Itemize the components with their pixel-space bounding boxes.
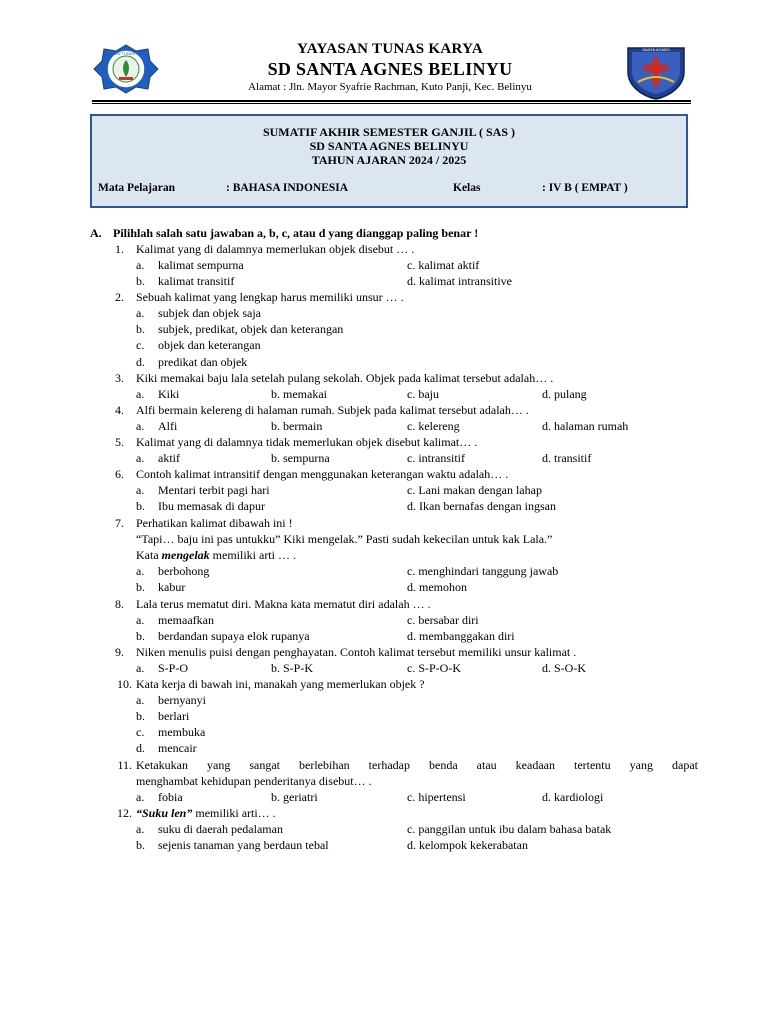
option-letter: a. (136, 306, 145, 320)
highlighted-term: “Suku len” (136, 806, 193, 820)
question-text: Kiki memakai baju lala setelah pulang sekolah. Objek pada kalimat tersebut adalah… . (136, 371, 554, 385)
option-letter: a. (136, 387, 145, 401)
option-text: d. halaman rumah (542, 419, 629, 433)
option-text: suku di daerah pedalaman (158, 822, 283, 836)
option-text: berlari (158, 709, 190, 723)
option-text: S-P-O (158, 661, 189, 675)
option-text: c. hipertensi (407, 790, 466, 804)
logo-right-text: SANTA AGNES (642, 47, 670, 52)
school-address: Alamat : Jln. Mayor Syafrie Rachman, Kuto Panji, Kec. Belinyu (248, 81, 532, 93)
exam-info-box (90, 114, 688, 208)
option-text: objek dan keterangan (158, 338, 261, 352)
option-text: d. transitif (542, 451, 592, 465)
option-text: c. kalimat aktif (407, 258, 480, 272)
option-text: b. S-P-K (271, 661, 314, 675)
question-number: 7. (115, 516, 124, 530)
class-value: : IV B ( EMPAT ) (542, 182, 628, 194)
option-text: mencair (158, 741, 197, 755)
option-text: d. S-O-K (542, 661, 586, 675)
logo-left-text: YAYASAN TUNAS KARYA (102, 51, 150, 56)
option-text: kalimat sempurna (158, 258, 244, 272)
option-text: d. membanggakan diri (407, 629, 515, 643)
option-text: c. Lani makan dengan lahap (407, 483, 542, 497)
option-text: d. kelompok kekerabatan (407, 838, 528, 852)
question-number: 11. (117, 758, 132, 772)
option-text: b. geriatri (271, 790, 318, 804)
option-text: c. menghindari tanggung jawab (407, 564, 559, 578)
option-letter: a. (136, 822, 145, 836)
option-letter: b. (136, 629, 145, 643)
question-number: 2. (115, 290, 124, 304)
option-letter: a. (136, 693, 145, 707)
question-text: Alfi bermain kelereng di halaman rumah. Subjek pada kalimat tersebut adalah… . (136, 403, 529, 417)
option-letter: a. (136, 661, 145, 675)
question-number: 6. (115, 467, 124, 481)
question-text: Kalimat yang di dalamnya memerlukan objek disebut … . (136, 242, 415, 256)
option-text: c. baju (407, 387, 439, 401)
option-text: aktif (158, 451, 180, 465)
question-number: 1. (115, 242, 124, 256)
class-label: Kelas (453, 182, 481, 194)
option-letter: a. (136, 483, 145, 497)
question-text: Kalimat yang di dalamnya tidak memerlukan objek disebut kalimat… . (136, 435, 478, 449)
option-text: d. kardiologi (542, 790, 604, 804)
question-number: 3. (115, 371, 124, 385)
question-text: Perhatikan kalimat dibawah ini ! (136, 516, 293, 530)
question-number: 8. (115, 597, 124, 611)
option-text: Mentari terbit pagi hari (158, 483, 270, 497)
question-text: Niken menulis puisi dengan penghayatan. Contoh kalimat tersebut memiliki unsur kalimat . (136, 645, 577, 659)
option-text: Alfi (158, 419, 178, 433)
option-text: d. Ikan bernafas dengan ingsan (407, 499, 556, 513)
option-text: d. kalimat intransitive (407, 274, 512, 288)
option-letter: b. (136, 322, 145, 336)
option-text: c. S-P-O-K (407, 661, 461, 675)
option-letter: d. (136, 741, 145, 755)
quoted-sentence: “Tapi… baju ini pas untukku” Kiki mengelak.” Pasti sudah kekecilan untuk kak Lala.” (136, 532, 553, 546)
question-text: Sebuah kalimat yang lengkap harus memiliki unsur … . (136, 290, 404, 304)
question-number: 10. (117, 677, 132, 691)
question-number: 9. (115, 645, 124, 659)
option-text: memaafkan (158, 613, 214, 627)
option-text: b. bermain (271, 419, 323, 433)
option-text: berbohong (158, 564, 210, 578)
option-letter: b. (136, 838, 145, 852)
option-letter: a. (136, 564, 145, 578)
exam-year: TAHUN AJARAN 2024 / 2025 (311, 153, 467, 167)
option-letter: c. (136, 725, 145, 739)
question-prompt (136, 548, 296, 563)
question-text: Contoh kalimat intransitif dengan menggunakan keterangan waktu adalah… . (136, 467, 509, 481)
exam-title: SUMATIF AKHIR SEMESTER GANJIL ( SAS ) (262, 125, 516, 139)
school-name: SD SANTA AGNES BELINYU (267, 59, 513, 79)
option-text: subjek, predikat, objek dan keterangan (158, 322, 344, 336)
option-letter: a. (136, 451, 145, 465)
highlighted-word: mengelak (161, 548, 210, 562)
question-number: 4. (115, 403, 124, 417)
option-letter: b. (136, 709, 145, 723)
option-text: c. panggilan untuk ibu dalam bahasa batak (407, 822, 612, 836)
option-text: subjek dan objek saja (158, 306, 261, 320)
question-rest: memiliki arti… . (192, 806, 276, 820)
option-text: berdandan supaya elok rupanya (158, 629, 310, 643)
subject-label: Mata Pelajaran (98, 182, 175, 194)
option-letter: a. (136, 790, 145, 804)
question-text: Kata kerja di bawah ini, manakah yang memerlukan objek ? (136, 677, 425, 691)
question-text-cont: menghambat kehidupan penderitanya disebut… . (136, 774, 372, 788)
option-text: bernyanyi (158, 693, 206, 707)
subject-value: : BAHASA INDONESIA (226, 182, 349, 194)
question-text (136, 806, 276, 821)
header-divider (92, 100, 691, 104)
option-letter: a. (136, 419, 145, 433)
option-letter: b. (136, 274, 145, 288)
option-text: kabur (158, 580, 186, 594)
option-text: membuka (158, 725, 206, 739)
option-letter: a. (136, 258, 145, 272)
prompt-rest: memiliki arti … . (209, 548, 296, 562)
option-text: c. bersabar diri (407, 613, 479, 627)
option-text: d. memohon (407, 580, 467, 594)
section-letter: A. (90, 226, 102, 240)
question-text: Lala terus mematut diri. Makna kata mematut diri adalah … . (136, 597, 431, 611)
option-letter: c. (136, 338, 145, 352)
option-text: d. pulang (542, 387, 587, 401)
option-text: b. memakai (271, 387, 327, 401)
option-text: b. sempurna (271, 451, 330, 465)
option-text: sejenis tanaman yang berdaun tebal (158, 838, 329, 852)
option-text: predikat dan objek (158, 355, 248, 369)
option-text: Kiki (158, 387, 180, 401)
question-text: Ketakukan yang sangat berlebihan terhadap benda atau keadaan tertentu yang dapat (136, 758, 698, 772)
option-text: Ibu memasak di dapur (158, 499, 265, 513)
option-letter: a. (136, 613, 145, 627)
section-instruction: Pilihlah salah satu jawaban a, b, c, atau d yang dianggap paling benar ! (113, 226, 479, 240)
organization-name: YAYASAN TUNAS KARYA (296, 41, 484, 57)
option-text: c. intransitif (407, 451, 465, 465)
question-number: 5. (115, 435, 124, 449)
question-number: 12. (117, 806, 132, 820)
option-letter: b. (136, 580, 145, 594)
option-letter: d. (136, 355, 145, 369)
option-text: kalimat transitif (158, 274, 235, 288)
exam-school: SD SANTA AGNES BELINYU (309, 139, 469, 153)
option-text: fobia (158, 790, 183, 804)
option-letter: b. (136, 499, 145, 513)
option-text: c. kelereng (407, 419, 460, 433)
prompt-lead: Kata (136, 548, 162, 562)
